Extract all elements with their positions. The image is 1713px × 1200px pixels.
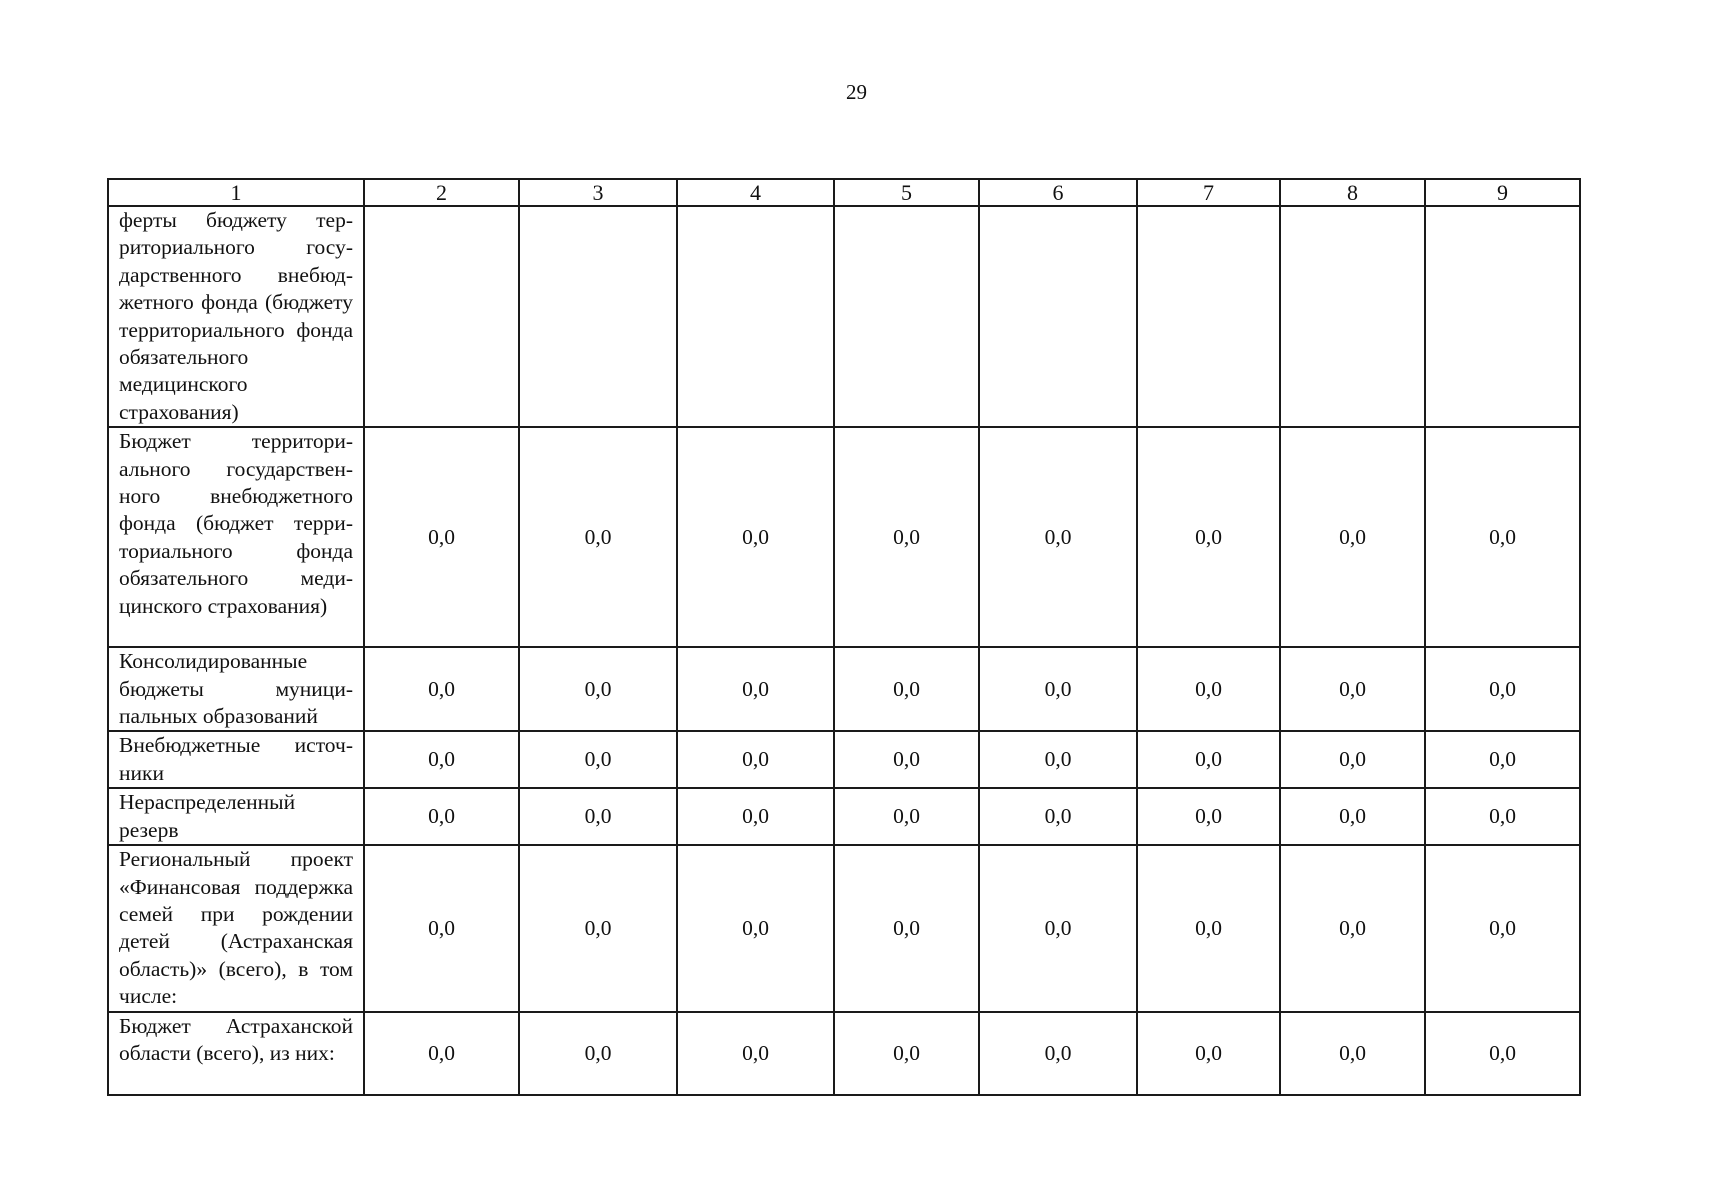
row-label: Консолидированные бюджеты муниципальных образований <box>108 647 364 731</box>
table-cell: 0,0 <box>677 788 834 845</box>
table-cell: 0,0 <box>1280 1012 1425 1095</box>
table-header-row <box>108 179 1580 206</box>
column-header: 5 <box>834 179 979 206</box>
column-header: 8 <box>1280 179 1425 206</box>
table-cell <box>1137 206 1280 427</box>
table-cell: 0,0 <box>519 845 677 1011</box>
table-cell: 0,0 <box>364 788 519 845</box>
table-row <box>108 427 1580 647</box>
table-cell: 0,0 <box>519 647 677 731</box>
table-cell <box>677 206 834 427</box>
table-cell: 0,0 <box>677 1012 834 1095</box>
table-cell: 0,0 <box>364 845 519 1011</box>
table-cell <box>364 206 519 427</box>
table-cell: 0,0 <box>364 427 519 647</box>
row-label: Региональный проект «Финансовая поддержка семей при рождении детей (Астраханская область)» (всего), в том числе: <box>108 845 364 1011</box>
table-cell <box>1280 206 1425 427</box>
row-label: Внебюджетные источники <box>108 731 364 788</box>
table-cell: 0,0 <box>979 647 1137 731</box>
table-cell <box>1425 206 1580 427</box>
table-row <box>108 845 1580 1011</box>
table-row <box>108 1012 1580 1095</box>
column-header: 1 <box>108 179 364 206</box>
table-cell: 0,0 <box>1137 845 1280 1011</box>
table-cell: 0,0 <box>1280 845 1425 1011</box>
table-cell <box>979 206 1137 427</box>
table-cell: 0,0 <box>834 788 979 845</box>
table-cell: 0,0 <box>834 427 979 647</box>
table-row <box>108 647 1580 731</box>
column-header: 7 <box>1137 179 1280 206</box>
table-cell: 0,0 <box>1137 788 1280 845</box>
table-row <box>108 206 1580 427</box>
table-cell: 0,0 <box>1280 647 1425 731</box>
table-cell: 0,0 <box>364 731 519 788</box>
table-cell: 0,0 <box>519 427 677 647</box>
table-cell: 0,0 <box>1137 1012 1280 1095</box>
table-cell: 0,0 <box>979 1012 1137 1095</box>
table-cell: 0,0 <box>1425 427 1580 647</box>
table-cell: 0,0 <box>1137 731 1280 788</box>
row-label: Бюджет Астраханской области (всего), из них: <box>108 1012 364 1095</box>
table-row <box>108 788 1580 845</box>
column-header: 2 <box>364 179 519 206</box>
budget-table <box>107 178 1581 1096</box>
table-cell <box>519 206 677 427</box>
table-cell: 0,0 <box>1425 731 1580 788</box>
table-cell: 0,0 <box>677 845 834 1011</box>
table-cell: 0,0 <box>1425 647 1580 731</box>
table-cell: 0,0 <box>834 845 979 1011</box>
table-cell: 0,0 <box>519 788 677 845</box>
column-header: 4 <box>677 179 834 206</box>
column-header: 6 <box>979 179 1137 206</box>
table-cell: 0,0 <box>979 427 1137 647</box>
table-cell: 0,0 <box>1280 731 1425 788</box>
table-cell: 0,0 <box>834 731 979 788</box>
table-cell: 0,0 <box>364 647 519 731</box>
table-cell: 0,0 <box>1280 788 1425 845</box>
table-cell: 0,0 <box>677 647 834 731</box>
table-cell: 0,0 <box>834 647 979 731</box>
column-header: 9 <box>1425 179 1580 206</box>
table-cell: 0,0 <box>364 1012 519 1095</box>
table-cell: 0,0 <box>834 1012 979 1095</box>
table-cell <box>834 206 979 427</box>
row-label: ферты бюджету территориального государственного внебюджетного фонда (бюджету территориального фонда обязательного медицинского страхования) <box>108 206 364 427</box>
row-label: Нераспределенный резерв <box>108 788 364 845</box>
table-cell: 0,0 <box>519 1012 677 1095</box>
table-cell: 0,0 <box>1425 788 1580 845</box>
table-cell: 0,0 <box>519 731 677 788</box>
table-cell: 0,0 <box>979 788 1137 845</box>
page-number: 29 <box>846 80 867 104</box>
table-row <box>108 731 1580 788</box>
table-cell: 0,0 <box>1425 845 1580 1011</box>
table-cell: 0,0 <box>979 845 1137 1011</box>
table-cell: 0,0 <box>1280 427 1425 647</box>
column-header: 3 <box>519 179 677 206</box>
row-label: Бюджет территориального государственного внебюджетного фонда (бюджет территориального фонда обязательного медицинского страхования) <box>108 427 364 647</box>
table-cell: 0,0 <box>677 731 834 788</box>
table-cell: 0,0 <box>1425 1012 1580 1095</box>
table-cell: 0,0 <box>677 427 834 647</box>
table-cell: 0,0 <box>1137 647 1280 731</box>
table-cell: 0,0 <box>1137 427 1280 647</box>
table-cell: 0,0 <box>979 731 1137 788</box>
